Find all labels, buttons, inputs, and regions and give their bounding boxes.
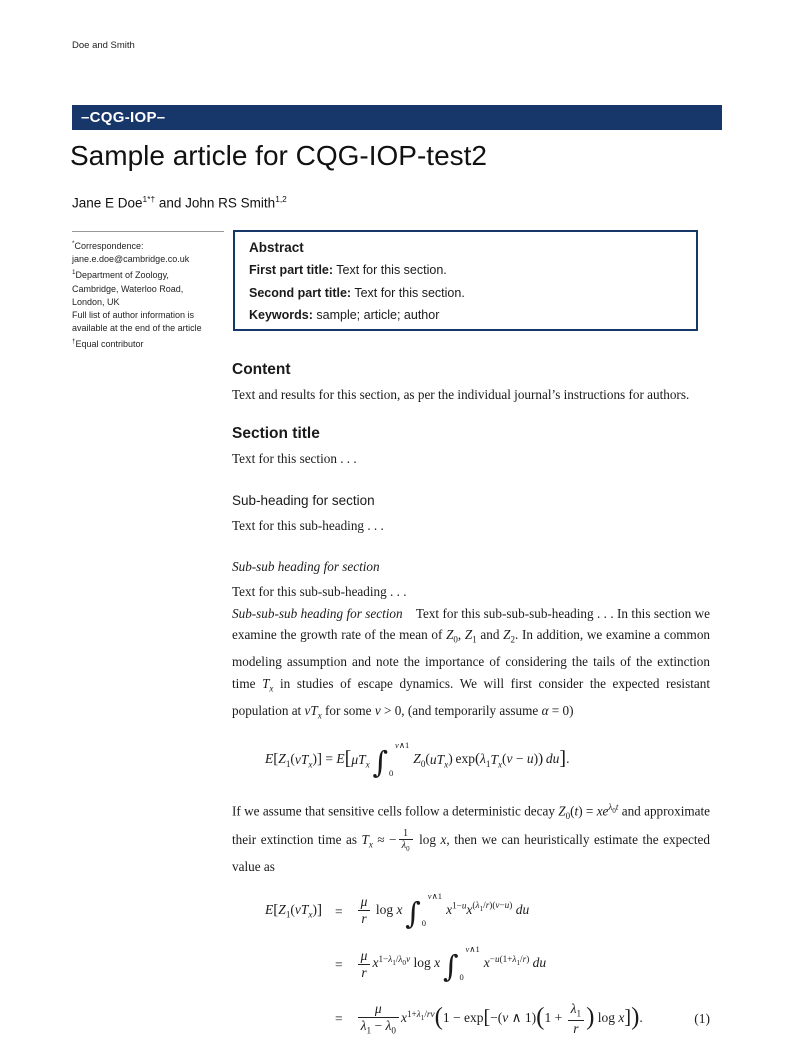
equals-sign: = [335, 1011, 343, 1027]
author-line: Jane E Doe$^{1*\dagger}$ and John RS Smith$^{1,2}$ [72, 194, 287, 211]
subsubsection-text: Text for this sub-sub-heading . . . [232, 583, 407, 599]
abstract-first-part-label: First part title: [249, 263, 334, 277]
subsection-heading: Sub-heading for section [232, 493, 375, 509]
equation-array-lhs: $E[Z_1(vT_x)]$ [265, 902, 323, 920]
runin-paragraph: Sub-sub-sub heading for section Text for this sub-sub-sub-heading . . . In this section we examine the growth rate of the mean of $Z_0$, $Z_1$ and $Z_2$. In addition, we examine a common modeling assumption and note the importance of considering the tails of the extinction time $T_x$ in studies of escape dynamics. We will first consider the expected resistant population at $vT_x$ for some v > 0, (and temporarily assume α = 0) [232, 605, 711, 721]
abstract-keywords-label: Keywords: [249, 308, 313, 322]
abstract-keywords [249, 308, 682, 322]
abstract-second-part-text: Text for this section. [354, 285, 465, 300]
running-head: Doe and Smith [72, 40, 135, 51]
article-body [232, 360, 710, 1037]
equals-sign: = [335, 903, 343, 919]
equation-array-line-1: $\frac{\mu}{r}$ log x ∫ v∧1 0 $x^{1-u}x^{(\lambda_1/r)(v-u)}$ du [356, 894, 643, 930]
equation-array [265, 890, 710, 1037]
subsection-text: Text for this sub-heading . . . [232, 517, 384, 533]
content-paragraph: Text and results for this section, as per the individual journal’s instructions for authors. [232, 387, 690, 402]
section-text: Text for this section . . . [232, 450, 357, 466]
content-heading: Content [232, 361, 291, 378]
abstract-second-part [249, 286, 682, 300]
abstract-keywords-text: sample; article; author [316, 308, 440, 322]
equation-array-line-3: $\frac{\mu}{\lambda_1 - \lambda_0}$ $x^{1+\lambda_1/rv}(1 - \exp[-(v$ ∧ 1)(1 + $\frac{\lambda_1}{r}$ ) log x]). [356, 1001, 643, 1037]
subsubsection-heading: Sub-sub heading for section [232, 559, 380, 575]
equation-array-line-2: $\frac{\mu}{r}$ $x^{1-\lambda_1/\lambda_0v}$ log x ∫ v∧1 0 $x^{-u(1+\lambda_1/r)}$ du [356, 947, 643, 983]
article-title: Sample article for CQG-IOP-test2 [70, 140, 488, 171]
equation-number: (1) [694, 1011, 710, 1027]
abstract-first-part [249, 263, 682, 277]
section-title-heading: Section title [232, 424, 320, 442]
correspondence-note: *Correspondence: jane.e.doe@cambridge.co.uk $^1$Department of Zoology, Cambridge, Waterloo Road, London, UK Full list of author information is available at the end of the article †Equal contributor [72, 231, 224, 352]
abstract-second-part-label: Second part title: [249, 285, 352, 300]
equation-display: $E[Z_1(vT_x)] = E[\mu T_x$ ∫ v∧1 0 $Z_0(uT_x) \exp(\lambda_1T_x(v - u))$ du]. [265, 740, 570, 782]
journal-banner-label: –CQG-IOP– [81, 109, 166, 126]
abstract-box [233, 230, 698, 331]
abstract-heading: Abstract [249, 240, 304, 255]
estimate-paragraph: If we assume that sensitive cells follow a deterministic decay $Z_0(t) = xe^{\lambda_0t}$ and approximate their extinction time as $T_x$ ≈ − $\frac{1}{\lambda_0}$ log x, then we can heuristically estimate the expected value as [232, 802, 711, 875]
abstract-first-part-text: Text for this section. [336, 263, 447, 277]
journal-banner [72, 105, 722, 130]
equals-sign: = [335, 957, 343, 973]
